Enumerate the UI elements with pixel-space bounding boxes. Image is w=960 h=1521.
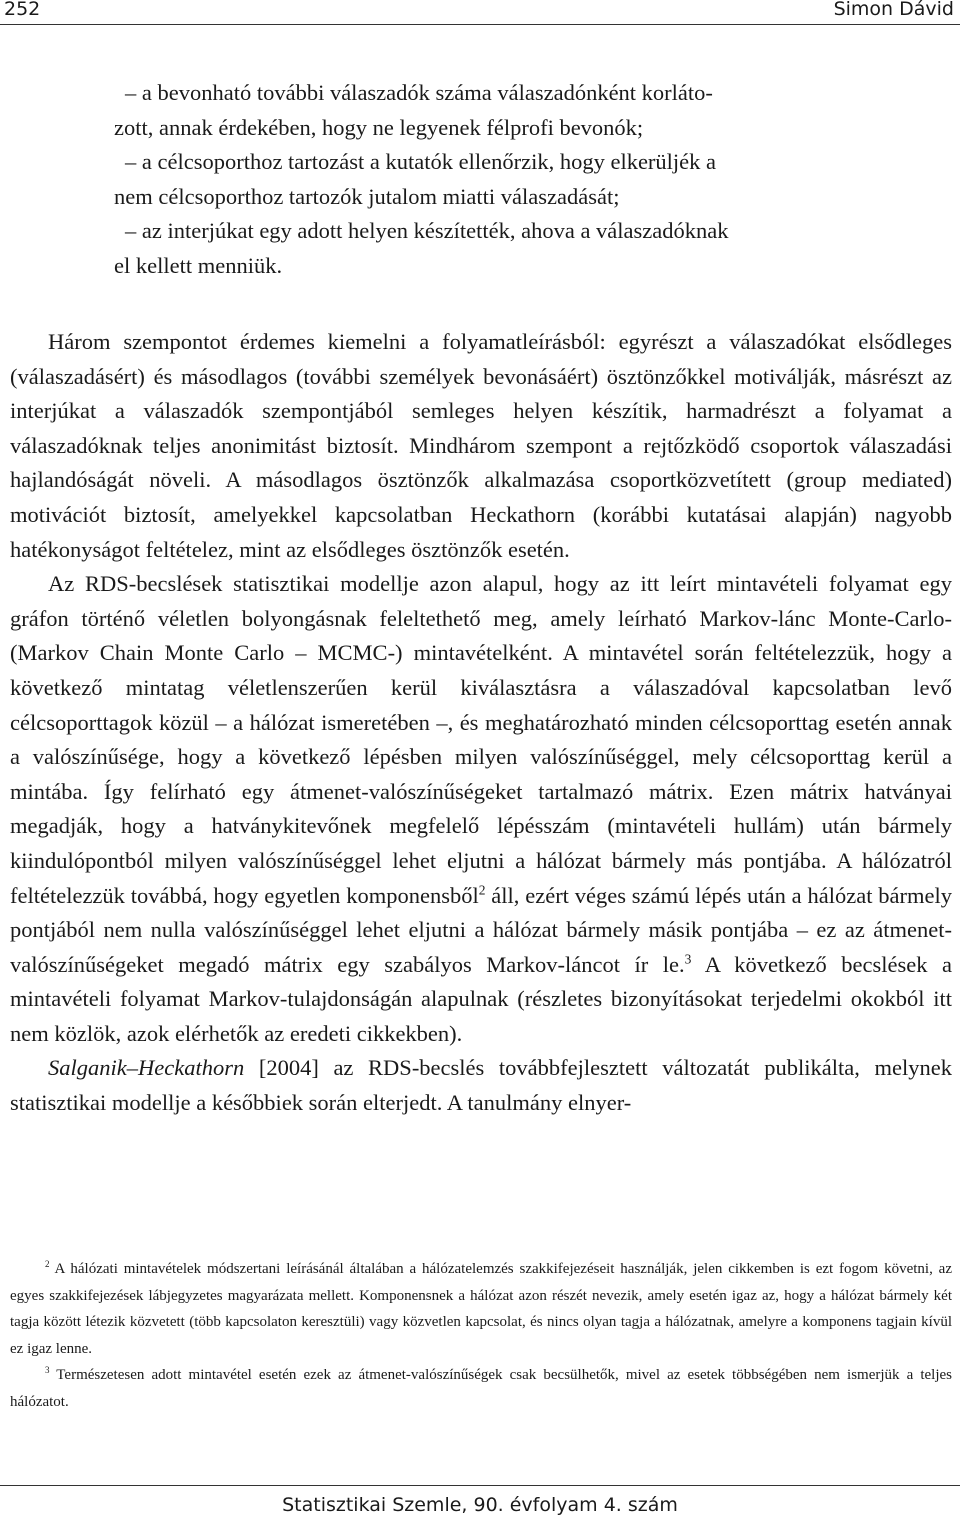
footnote-mark: 2 [45, 1259, 50, 1269]
list-item [10, 76, 952, 145]
page-footer: Statisztikai Szemle, 90. évfolyam 4. szám [282, 1494, 678, 1516]
paragraph-2-part-1: Az RDS-becslések statisztikai modellje azon alapul, hogy az itt leírt mintavételi folyamat egy gráfon történő véletlen bolyongásnak feleltethető meg, amely leírható Markov-lánc Monte-Carlo- (Markov Chain Monte Carlo – MCMC-) mintavételként. A mintavétel során feltételezzük, hogy a következő mintatag véletlenszerűen kerül kiválasztásra a válaszadóval kapcsolatban levő célcsoporttagok közül – a hálózat ismeretében –, és meghatározható minden célcsoporttag esetén annak a valószínűsége, hogy a következő lépésben milyen valószínűséggel, mely célcsoporttag kerül a mintába. Így felírható egy átmenet-valószínűségeket tartalmazó mátrix. Ezen mátrix hatványai megadják, hogy a hatványkitevőnek megfelelő lépésszám (mintavételi hullám) után bármely kiindulópontból milyen valószínűséggel lehet eljutni a hálózat bármely más pontjába. A hálózatról feltételezzük továbbá, hogy egyetlen komponensből [10, 571, 952, 908]
paragraph-2-part-2: áll, ezért véges számú lépés után a hálózat bármely pontjából nem nulla valószínűséggel lehet eljutni a hálózat bármely másik pontjába – ez az átmenet-valószínűségeket megadó mátrix egy szabályos Markov-láncot ír le. [10, 882, 952, 977]
footnote-ref-2[interactable]: 2 [478, 882, 486, 897]
footer-rule [0, 1485, 960, 1486]
header-rule [0, 24, 960, 25]
page-header [0, 0, 960, 24]
list-item-line-1: – az interjúkat egy adott helyen készítették, ahova a válaszadóknak [125, 218, 729, 244]
paragraph-3 [10, 1051, 952, 1120]
footnote-3 [10, 1362, 952, 1415]
list-item-line-1: – a bevonható további válaszadók száma válaszadónként korláto- [125, 80, 713, 105]
main-text [10, 325, 952, 1121]
running-head-author: Simon Dávid [833, 0, 954, 20]
footnotes [10, 1256, 952, 1416]
paragraph-2 [10, 567, 952, 1051]
list-item-line-1: – a célcsoporthoz tartozást a kutatók ellenőrzik, hogy elkerüljék a [125, 149, 717, 175]
footnote-text: Természetesen adott mintavétel esetén ezek az átmenet-valószínűségek csak becsülhetők, mivel az esetek többségében nem ismerjük a teljes hálózatot. [10, 1367, 952, 1410]
paragraph-1: Három szempontot érdemes kiemelni a folyamatleírásból: egyrészt a válaszadókat elsődleges (válaszadásért) és másodlagos (további személyek bevonásáért) ösztönzőkkel motiválják, másrészt az interjúkat a válaszadók szempontjából semleges helyen készítik, harmadrészt a folyamat a válaszadóknak teljes anonimitást biztosít. Mindhárom szempont a rejtőzködő csoportok válaszadási hajlandóságát növeli. A másodlagos ösztönzők alkalmazása csoportközvetített (group mediated) motivációt biztosít, amelyekkel kapcsolatban Heckathorn (korábbi kutatásai alapján) nagyobb hatékonyságot feltételez, mint az elsődleges ösztönzők esetén. [10, 329, 952, 562]
page-number: 252 [4, 0, 41, 20]
citation-authors: Salganik–Heckathorn [48, 1055, 245, 1081]
list-item-line-2: nem célcsoporthoz tartozók jutalom miatti válaszadását; [114, 183, 620, 209]
footnote-text: A hálózati mintavételek módszertani leírásánál általában a hálózatelemzés szakkifejezéseit használják, jelen cikkemben is ezt fogom követni, az egyes szakkifejezések lábjegyzetes magyarázata mellett. Komponensnek a hálózat azon részét nevezik, amely esetén igaz az, hogy a hálózat bármely két tagja között létezik közvetett (több kapcsolaton keresztüli) vagy közvetlen kapcsolat, és nincs olyan tagja a hálózatnak, amelyre a komponens tagjain kívül ez igaz lenne. [10, 1261, 952, 1357]
footnote-mark: 3 [45, 1365, 50, 1376]
paragraph-3-text: [2004] az RDS-becslés továbbfejlesztett változatát publikálta, melynek statisztikai modellje a későbbiek során elterjedt. A tanulmány elnyer- [10, 1055, 952, 1116]
list-item [10, 214, 952, 283]
paragraph-2-part-3: A következő becslések a mintavételi folyamat Markov-tulajdonságán alapulnak (részletes bizonyításokat terjedelmi okokból itt nem közlök, azok elérhetők az eredeti cikkekben). [10, 951, 952, 1046]
list-item-line-2: el kellett menniük. [114, 252, 283, 278]
list-item [10, 145, 952, 214]
list-item-line-2: zott, annak érdekében, hogy ne legyenek félprofi bevonók; [114, 114, 644, 140]
footnote-2 [10, 1256, 952, 1362]
footnote-ref-3[interactable]: 3 [684, 951, 692, 967]
bullet-list [10, 76, 952, 284]
